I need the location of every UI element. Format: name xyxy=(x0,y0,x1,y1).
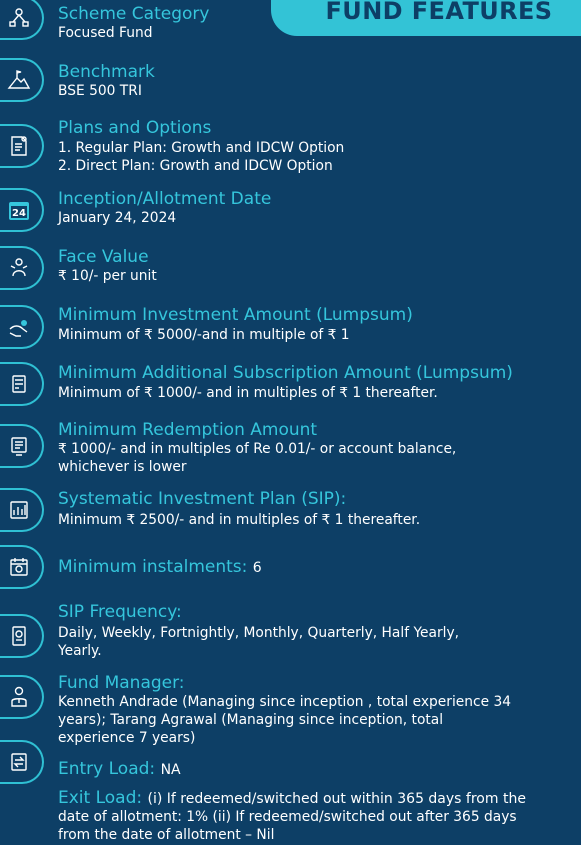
entry-arrows-icon xyxy=(0,740,44,784)
redemption-icon xyxy=(0,424,44,468)
fund-features-title: FUND FEATURES xyxy=(325,0,553,25)
inception-label: Inception/Allotment Date xyxy=(58,189,272,209)
category-icon xyxy=(0,0,44,40)
sip-label: Systematic Investment Plan (SIP): xyxy=(58,489,347,509)
fund-manager-line-3: experience 7 years) xyxy=(58,730,196,746)
entry-load-row xyxy=(58,759,181,780)
min-investment-label: Minimum Investment Amount (Lumpsum) xyxy=(58,305,413,325)
face-value-label: Face Value xyxy=(58,247,149,267)
exit-load-line-1: (i) If redeemed/switched out within 365 days from the xyxy=(147,791,526,807)
plans-text xyxy=(58,139,581,175)
sip-frequency-label: SIP Frequency: xyxy=(58,602,182,622)
inception-value: January 24, 2024 xyxy=(58,210,177,226)
sip-frequency-text xyxy=(58,624,581,660)
sip-value: Minimum ₹ 2500/- and in multiples of ₹ 1 thereafter. xyxy=(58,512,421,528)
fund-manager-line-2: years); Tarang Agrawal (Managing since inception, total xyxy=(58,712,444,728)
fund-manager-label: Fund Manager: xyxy=(58,673,185,693)
min-redemption-line-1: ₹ 1000/- and in multiples of Re 0.01/- or account balance, xyxy=(58,441,457,457)
scheme-category-value: Focused Fund xyxy=(58,25,153,41)
cash-register-icon xyxy=(0,362,44,406)
document-gear-icon xyxy=(0,124,44,168)
calendar-icon xyxy=(0,188,44,232)
fund-manager-text xyxy=(58,693,581,747)
hand-coin-icon xyxy=(0,305,44,349)
min-instalments-value: 6 xyxy=(252,560,262,576)
plans-label: Plans and Options xyxy=(58,118,212,138)
min-redemption-line-2: whichever is lower xyxy=(58,459,187,475)
fund-manager-line-1: Kenneth Andrade (Managing since inception , total experience 34 xyxy=(58,694,512,710)
sip-frequency-line-1: Daily, Weekly, Fortnightly, Monthly, Quarterly, Half Yearly, xyxy=(58,625,460,641)
instalments-calendar-icon xyxy=(0,545,44,589)
benchmark-value: BSE 500 TRI xyxy=(58,83,142,99)
scheme-category-label: Scheme Category xyxy=(58,4,210,24)
mountain-flag-icon xyxy=(0,58,44,102)
exit-load-line-3: from the date of allotment – Nil xyxy=(58,827,275,843)
entry-load-label: Entry Load: xyxy=(58,759,156,779)
min-additional-value: Minimum of ₹ 1000/- and in multiples of ₹ 1 thereafter. xyxy=(58,385,438,401)
plans-line-1: 1. Regular Plan: Growth and IDCW Option xyxy=(58,140,345,156)
plans-line-2: 2. Direct Plan: Growth and IDCW Option xyxy=(58,158,333,174)
exit-load-row xyxy=(58,788,526,809)
value-person-icon xyxy=(0,246,44,290)
min-redemption-text xyxy=(58,440,581,476)
min-redemption-label: Minimum Redemption Amount xyxy=(58,420,318,440)
exit-load-text xyxy=(58,808,581,844)
entry-load-value: NA xyxy=(160,762,181,778)
sip-chart-icon xyxy=(0,488,44,532)
min-additional-label: Minimum Additional Subscription Amount (Lumpsum) xyxy=(58,363,513,383)
exit-load-line-2: date of allotment: 1% (ii) If redeemed/switched out after 365 days xyxy=(58,809,517,825)
benchmark-label: Benchmark xyxy=(58,62,155,82)
frequency-icon xyxy=(0,614,44,658)
min-instalments-label: Minimum instalments: xyxy=(58,557,248,577)
min-investment-value: Minimum of ₹ 5000/-and in multiple of ₹ 1 xyxy=(58,327,350,343)
min-instalments-row xyxy=(58,557,262,578)
exit-load-label: Exit Load: xyxy=(58,788,143,808)
sip-frequency-line-2: Yearly. xyxy=(58,643,102,659)
manager-person-icon xyxy=(0,675,44,719)
calendar-icon-number: 24 xyxy=(12,208,26,219)
face-value-value: ₹ 10/- per unit xyxy=(58,268,157,284)
